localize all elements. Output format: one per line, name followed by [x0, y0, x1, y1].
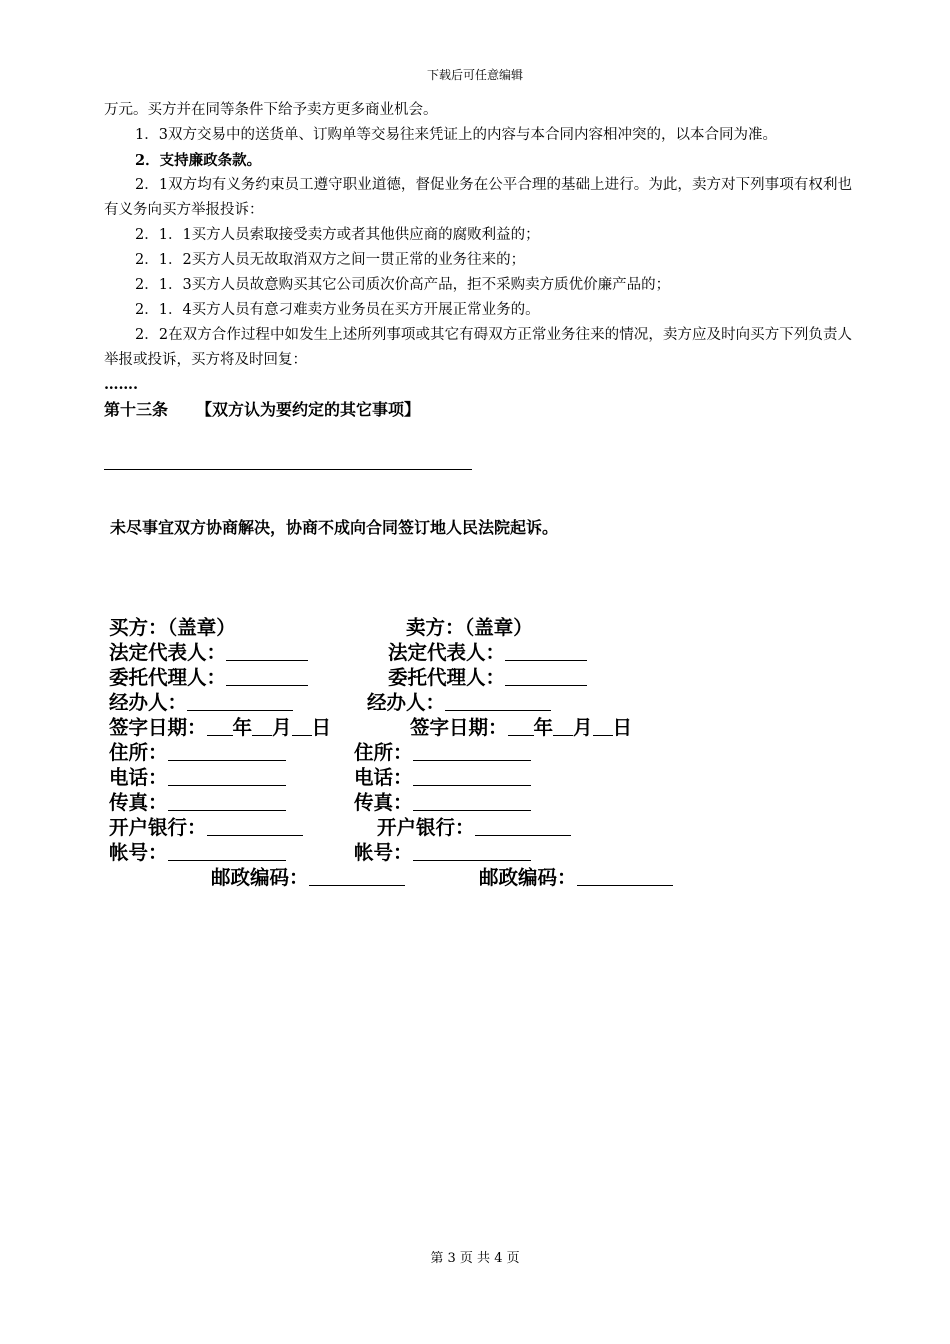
section-heading-anti-corruption: 2．支持廉政条款。 — [135, 152, 262, 169]
buyer-phone-field[interactable] — [168, 767, 286, 786]
buyer-seal-label: 买方：（盖章） — [109, 616, 236, 639]
buyer-handler-label: 经办人： — [109, 691, 188, 714]
signature-row-date — [0, 712, 950, 737]
paragraph-2-1: 2．1双方均有义务约束员工遵守职业道德，督促业务在公平合理的基础上进行。为此，卖方对下列事项有权利也有义务向买方举报投诉： — [104, 177, 852, 218]
signature-block — [0, 612, 950, 887]
buyer-handler-field[interactable] — [187, 692, 293, 711]
seller-phone-label: 电话： — [354, 766, 413, 789]
seller-handler-label: 经办人： — [367, 691, 446, 714]
seller-month-label: 月 — [573, 716, 593, 739]
buyer-postcode-field[interactable] — [309, 867, 405, 886]
paragraph-2-1-3: 2．1．3买方人员故意购买其它公司质次价高产品，拒不采购卖方质优价廉产品的； — [135, 277, 671, 293]
buyer-legal-rep-field[interactable] — [226, 642, 308, 661]
buyer-sign-date-label: 签字日期： — [109, 716, 207, 739]
article-number: 第十三条 — [104, 400, 169, 419]
buyer-bank-field[interactable] — [207, 817, 303, 836]
signature-row-agent — [0, 662, 950, 687]
buyer-year-field[interactable] — [207, 717, 233, 736]
signature-row-postcode — [0, 862, 950, 887]
signature-row-address — [0, 737, 950, 762]
seller-month-field[interactable] — [553, 717, 573, 736]
seller-bank-field[interactable] — [475, 817, 571, 836]
paragraph-2-1-4: 2．1．4买方人员有意刁难卖方业务员在买方开展正常业务的。 — [135, 302, 540, 318]
seller-day-field[interactable] — [593, 717, 613, 736]
page-header: 下载后可任意编辑 — [426, 68, 523, 82]
buyer-bank-label: 开户银行： — [109, 816, 207, 839]
article-title-text: 【双方认为要约定的其它事项】 — [196, 400, 421, 419]
ellipsis: ……. — [104, 376, 139, 393]
seller-bank-label: 开户银行： — [377, 816, 475, 839]
buyer-day-label: 日 — [311, 716, 332, 739]
signature-row-fax — [0, 787, 950, 812]
paragraph-2-2: 2．2在双方合作过程中如发生上述所列事项或其它有碍双方正常业务往来的情况，卖方应及时向买方下列负责人举报或投诉，买方将及时回复： — [104, 327, 852, 368]
article-title — [104, 399, 852, 421]
seller-year-label: 年 — [533, 716, 554, 739]
signature-row-phone — [0, 762, 950, 787]
signature-row-party — [0, 612, 950, 637]
buyer-phone-label: 电话： — [109, 766, 168, 789]
seller-postcode-label: 邮政编码： — [479, 866, 577, 889]
buyer-year-label: 年 — [232, 716, 253, 739]
seller-day-label: 日 — [612, 716, 633, 739]
buyer-account-field[interactable] — [168, 842, 286, 861]
buyer-month-field[interactable] — [252, 717, 272, 736]
seller-sign-date-label: 签字日期： — [410, 716, 508, 739]
buyer-agent-label: 委托代理人： — [109, 666, 227, 689]
seller-phone-field[interactable] — [413, 767, 531, 786]
buyer-address-label: 住所： — [109, 741, 168, 764]
dispute-clause: 未尽事宜双方协商解决，协商不成向合同签订地人民法院起诉。 — [110, 518, 559, 537]
signature-row-handler — [0, 687, 950, 712]
seller-fax-field[interactable] — [413, 792, 531, 811]
seller-year-field[interactable] — [508, 717, 534, 736]
buyer-fax-label: 传真： — [109, 791, 168, 814]
page-footer: 第 3 页 共 4 页 — [430, 1251, 520, 1266]
seller-fax-label: 传真： — [354, 791, 413, 814]
buyer-postcode-label: 邮政编码： — [211, 866, 309, 889]
signature-row-account — [0, 837, 950, 862]
buyer-address-field[interactable] — [168, 742, 286, 761]
seller-seal-label: 卖方：（盖章） — [406, 616, 533, 639]
seller-agent-label: 委托代理人： — [388, 666, 506, 689]
signature-row-legal-rep — [0, 637, 950, 662]
seller-agent-field[interactable] — [505, 667, 587, 686]
seller-account-label: 帐号： — [354, 841, 413, 864]
buyer-day-field[interactable] — [292, 717, 312, 736]
seller-account-field[interactable] — [413, 842, 531, 861]
seller-address-field[interactable] — [413, 742, 531, 761]
seller-address-label: 住所： — [354, 741, 413, 764]
buyer-agent-field[interactable] — [226, 667, 308, 686]
seller-handler-field[interactable] — [445, 692, 551, 711]
buyer-month-label: 月 — [272, 716, 292, 739]
seller-legal-rep-label: 法定代表人： — [388, 641, 506, 664]
buyer-legal-rep-label: 法定代表人： — [109, 641, 227, 664]
article-fill-line[interactable] — [104, 469, 472, 470]
paragraph-2-1-1: 2．1．1买方人员索取接受卖方或者其他供应商的腐败利益的； — [135, 227, 540, 243]
seller-postcode-field[interactable] — [577, 867, 673, 886]
contract-body — [104, 98, 852, 421]
buyer-account-label: 帐号： — [109, 841, 168, 864]
paragraph-2-1-2: 2．1．2买方人员无故取消双方之间一贯正常的业务往来的； — [135, 252, 526, 268]
paragraph-continuation: 万元。买方并在同等条件下给予卖方更多商业机会。 — [104, 102, 438, 118]
paragraph-1-3: 1．3双方交易中的送货单、订购单等交易往来凭证上的内容与本合同内容相冲突的，以本合同为准。 — [135, 127, 777, 143]
signature-row-bank — [0, 812, 950, 837]
seller-legal-rep-field[interactable] — [505, 642, 587, 661]
buyer-fax-field[interactable] — [168, 792, 286, 811]
